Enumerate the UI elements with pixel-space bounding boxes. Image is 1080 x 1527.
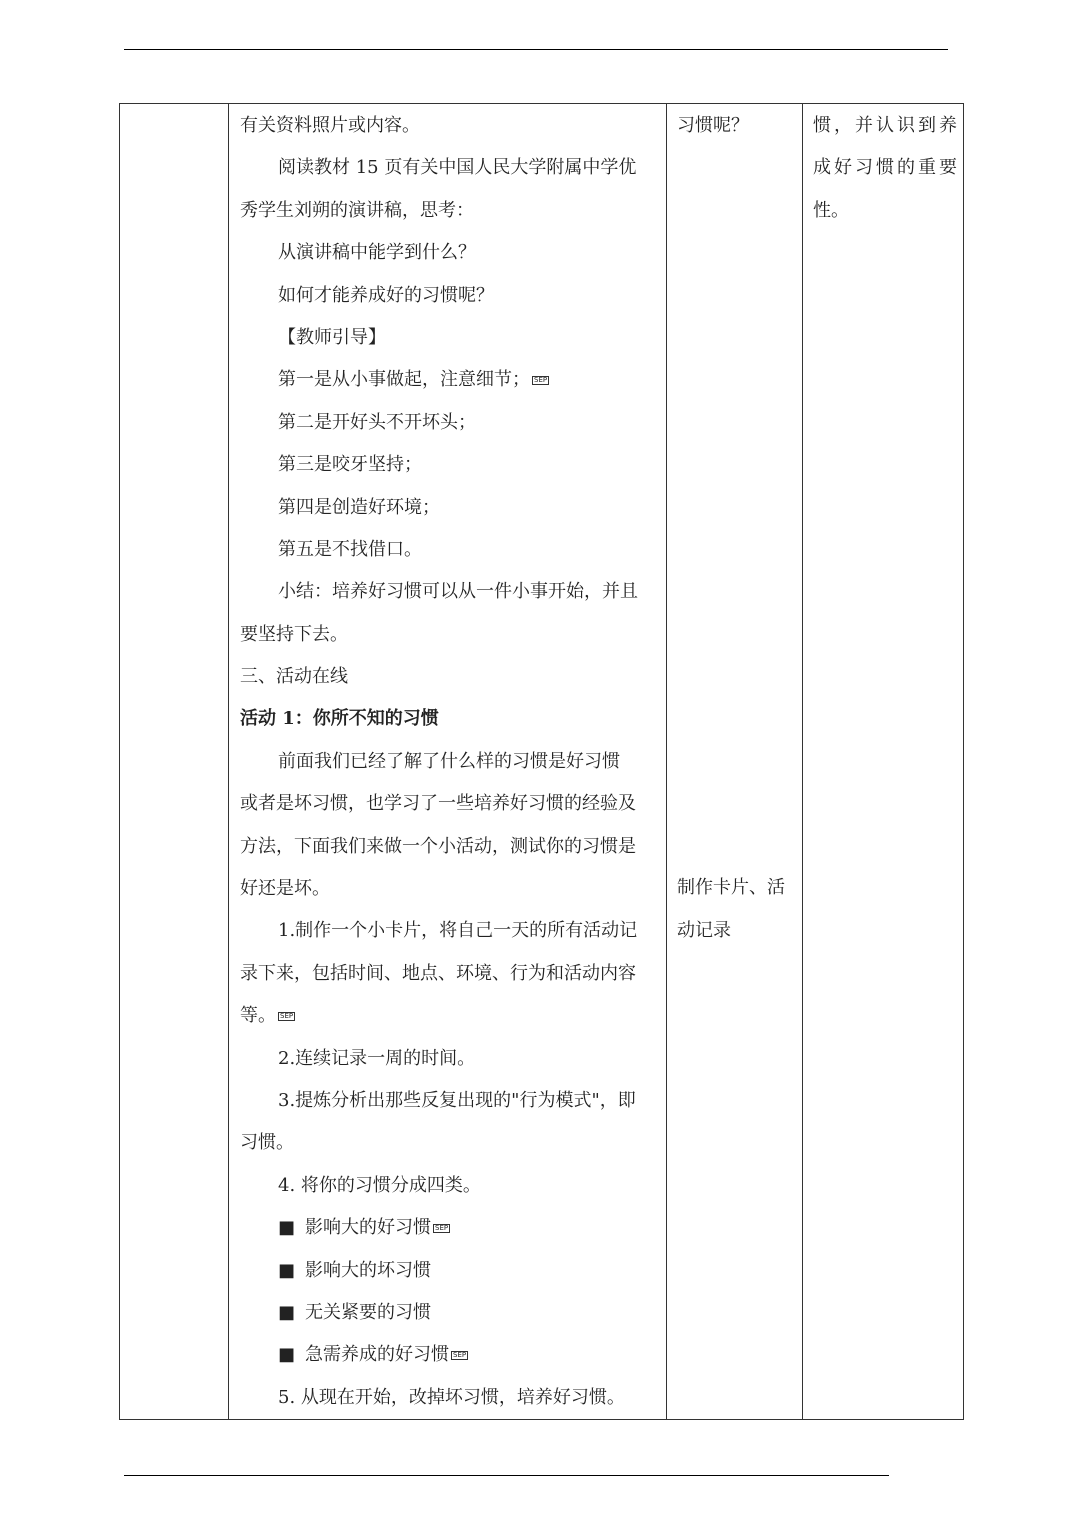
sep-glyph-icon: SEP	[534, 375, 548, 384]
line-text: 5. 从现在开始，改掉坏习惯，培养好习惯。	[278, 1386, 625, 1408]
teaching-process-cell	[229, 104, 667, 1420]
teaching-process-line	[240, 698, 658, 740]
line-text: 三、活动在线	[240, 666, 348, 688]
line-text: 录下来，包括时间、地点、环境、行为和活动内容	[240, 962, 636, 984]
teaching-process-line	[240, 741, 658, 783]
table-row	[120, 104, 964, 1420]
teaching-process-line	[240, 529, 658, 571]
column-1-cell	[120, 104, 229, 1420]
line-text: 1.制作一个小卡片，将自己一天的所有活动记	[278, 920, 638, 942]
teaching-process-line	[240, 783, 658, 825]
teaching-process-text	[229, 104, 666, 1419]
lesson-plan-table	[119, 103, 964, 1420]
line-text: 第五是不找借口。	[278, 538, 422, 560]
line-text: 2.连续记录一周的时间。	[278, 1047, 476, 1069]
teaching-process-line	[240, 1334, 658, 1376]
line-text: 小结：培养好习惯可以从一件小事开始，并且	[278, 581, 638, 603]
line-text: 3.提炼分析出那些反复出现的"行为模式"，即	[278, 1089, 636, 1111]
teaching-process-line	[240, 1377, 658, 1419]
teaching-process-line	[240, 1250, 658, 1292]
student-activity-line: 动记录	[677, 919, 731, 941]
square-bullet-icon: ■	[278, 1217, 296, 1239]
line-text: 第一是从小事做起，注意细节；	[278, 369, 530, 391]
teaching-process-line	[240, 275, 658, 317]
line-text: 急需养成的好习惯	[305, 1344, 450, 1366]
line-text: 4. 将你的习惯分成四类。	[278, 1174, 481, 1196]
teaching-process-line	[240, 317, 658, 359]
line-text: 第三是咬牙坚持；	[278, 454, 422, 476]
sep-glyph-icon: SEP	[453, 1350, 467, 1359]
teaching-process-line	[240, 1122, 658, 1164]
design-intent-line: 惯，并认识到养	[813, 115, 957, 136]
student-activity-text	[667, 104, 802, 952]
line-text: 有关资料照片或内容。	[240, 115, 420, 136]
teaching-process-line	[240, 1292, 658, 1334]
teaching-process-line	[240, 402, 658, 444]
student-activity-cell	[667, 104, 803, 1420]
square-bullet-icon: ■	[278, 1344, 296, 1366]
line-text: 或者是坏习惯，也学习了一些培养好习惯的经验及	[240, 793, 636, 815]
line-text: 等。	[240, 1005, 276, 1027]
teaching-process-line	[240, 868, 658, 910]
teaching-process-line	[240, 1165, 658, 1207]
teaching-process-line	[240, 232, 658, 274]
student-activity-line: 制作卡片、活	[677, 877, 785, 899]
teaching-process-line	[240, 1038, 658, 1080]
student-activity-top: 习惯呢？	[677, 115, 749, 136]
teaching-process-line	[240, 190, 658, 232]
design-intent-cell	[803, 104, 964, 1420]
line-text: 【教师引导】	[278, 326, 386, 348]
teaching-process-line	[240, 147, 658, 189]
teaching-process-line	[240, 105, 658, 147]
footer-rule	[124, 1475, 889, 1476]
teaching-process-line	[240, 614, 658, 656]
design-intent-line: 性。	[813, 199, 849, 221]
teaching-process-line	[240, 910, 658, 952]
line-text: 秀学生刘朔的演讲稿，思考：	[240, 199, 474, 221]
teaching-process-line	[240, 953, 658, 995]
line-text: 要坚持下去。	[240, 623, 348, 645]
line-text: 好还是坏。	[240, 878, 330, 900]
line-text: 如何才能养成好的习惯呢？	[278, 284, 494, 306]
line-text: 无关紧要的习惯	[305, 1301, 432, 1323]
teaching-process-line	[240, 444, 658, 486]
line-text: 第二是开好头不开坏头；	[278, 411, 476, 433]
teaching-process-line	[240, 1207, 658, 1249]
header-rule	[124, 49, 948, 50]
square-bullet-icon: ■	[278, 1301, 296, 1323]
line-text: 方法，下面我们来做一个小活动，测试你的习惯是	[240, 835, 636, 857]
line-text: 影响大的好习惯	[305, 1217, 432, 1239]
sep-glyph-icon: SEP	[435, 1223, 449, 1232]
teaching-process-line	[240, 1080, 658, 1122]
design-intent-text	[803, 104, 963, 232]
teaching-process-line	[240, 487, 658, 529]
line-text: 前面我们已经了解了什么样的习惯是好习惯	[278, 750, 620, 772]
line-text: 第四是创造好环境；	[278, 496, 440, 518]
line-text: 阅读教材 15 页有关中国人民大学附属中学优	[278, 157, 637, 179]
line-text: 习惯。	[240, 1132, 294, 1154]
teaching-process-line	[240, 359, 658, 401]
square-bullet-icon: ■	[278, 1259, 296, 1281]
teaching-process-line	[240, 995, 658, 1037]
line-text: 从演讲稿中能学到什么？	[278, 242, 476, 264]
sep-glyph-icon: SEP	[280, 1011, 294, 1020]
teaching-process-line	[240, 656, 658, 698]
teaching-process-line	[240, 826, 658, 868]
teaching-process-line	[240, 571, 658, 613]
line-text: 影响大的坏习惯	[305, 1259, 432, 1281]
line-text: 活动 1：你所不知的习惯	[240, 708, 439, 730]
design-intent-line: 成好习惯的重要	[813, 157, 957, 179]
